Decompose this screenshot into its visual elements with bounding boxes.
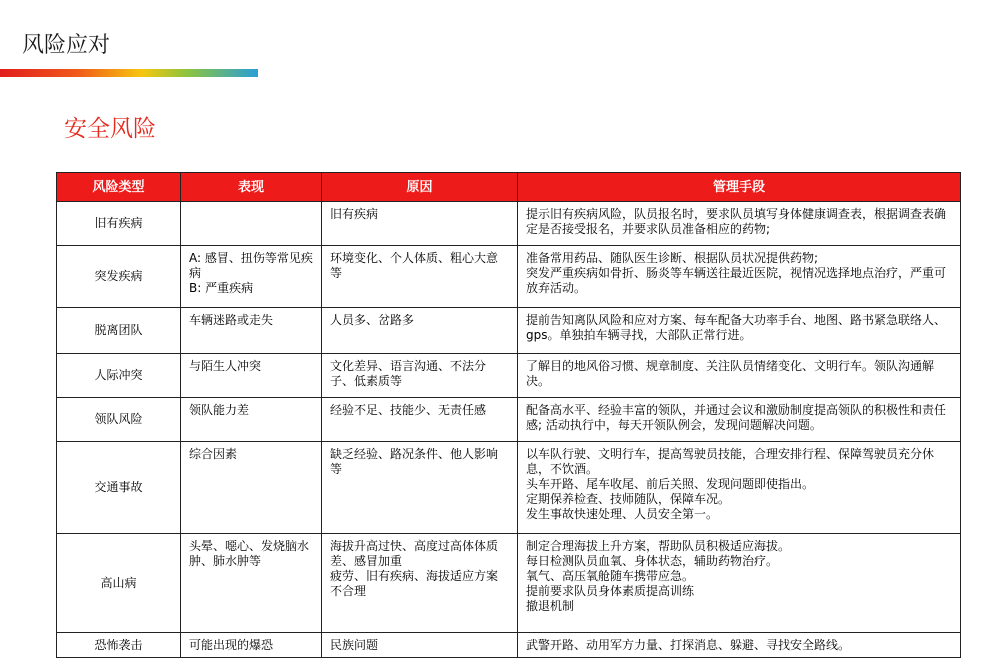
risk-type-cell: 高山病: [57, 534, 181, 633]
measures-cell-line: 定期保养检查、技师随队，保障车况。: [526, 492, 731, 506]
cause-cell: [322, 442, 518, 534]
cause-cell-line: 文化差异、语言沟通、不法分子、低素质等: [330, 359, 487, 388]
measures-cell-line: 提前告知离队风险和应对方案、每车配备大功率手台、地图、路书紧急联络人、gps。单独拍车辆寻找，大部队正常行进。: [526, 313, 947, 342]
measures-cell: [518, 633, 961, 658]
table-row: [57, 633, 961, 658]
measures-cell: [518, 308, 961, 354]
risk-type-cell: 脱离团队: [57, 308, 181, 354]
measures-cell-line: 了解目的地风俗习惯、规章制度、关注队员情绪变化、文明行车。领队沟通解决。: [526, 359, 935, 388]
cause-cell: [322, 246, 518, 308]
cause-cell-line: 缺乏经验、路况条件、他人影响等: [330, 447, 499, 476]
measures-cell-line: 以车队行驶、文明行车，提高驾驶员技能，合理安排行程、保障驾驶员充分休息，不饮酒。: [526, 447, 935, 476]
column-header-type: 风险类型: [57, 173, 181, 202]
title-gradient-bar: [0, 69, 258, 77]
risk-type-cell: 旧有疾病: [57, 202, 181, 246]
column-header-cause: 原因: [322, 173, 518, 202]
measures-cell-line: 头车开路、尾车收尾、前后关照、发现问题即使指出。: [526, 477, 815, 491]
cause-cell-line: 人员多、岔路多: [330, 313, 415, 327]
column-header-measures: 管理手段: [518, 173, 961, 202]
measures-cell-line: 制定合理海拔上升方案，帮助队员积极适应海拔。: [526, 539, 791, 553]
measures-cell: [518, 202, 961, 246]
cause-cell: [322, 534, 518, 633]
page-title: 风险应对: [22, 33, 111, 58]
risk-table: [56, 172, 961, 658]
symptoms-cell: [181, 202, 322, 246]
risk-type-cell: 人际冲突: [57, 354, 181, 398]
symptoms-cell-line: 车辆迷路或走失: [189, 313, 274, 327]
cause-cell: [322, 398, 518, 442]
symptoms-cell: [181, 442, 322, 534]
cause-cell-line: 海拔升高过快、高度过高体体质差、感冒加重: [330, 539, 499, 568]
table-row: [57, 442, 961, 534]
cause-cell-line: 经验不足、技能少、无责任感: [330, 403, 487, 417]
measures-cell-line: 撤退机制: [526, 599, 575, 613]
cause-cell: [322, 202, 518, 246]
cause-cell: [322, 354, 518, 398]
cause-cell-line: 疲劳、旧有疾病、海拔适应方案不合理: [330, 569, 499, 598]
cause-cell-line: 旧有疾病: [330, 207, 379, 221]
measures-cell-line: 氧气、高压氧舱随车携带应急。: [526, 569, 695, 583]
table-row: [57, 398, 961, 442]
table-row: [57, 202, 961, 246]
symptoms-cell: [181, 308, 322, 354]
table-row: [57, 354, 961, 398]
section-title: 安全风险: [64, 116, 156, 142]
measures-cell-line: 准备常用药品、随队医生诊断、根据队员状况提供药物;: [526, 251, 819, 265]
measures-cell-line: 提示旧有疾病风险，队员报名时，要求队员填写身体健康调查表，根据调查表确定是否接受报名，并要求队员准备相应的药物;: [526, 207, 947, 236]
table-row: [57, 308, 961, 354]
measures-cell-line: 武警开路、动用军方力量、打探消息、躲避、寻找安全路线。: [526, 638, 851, 652]
symptoms-cell-line: 领队能力差: [189, 403, 250, 417]
symptoms-cell: [181, 354, 322, 398]
measures-cell: [518, 398, 961, 442]
cause-cell: [322, 633, 518, 658]
symptoms-cell-line: 可能出现的爆恐: [189, 638, 274, 652]
symptoms-cell-line: A: 感冒、扭伤等常见疾病: [189, 251, 313, 280]
symptoms-cell: [181, 534, 322, 633]
symptoms-cell: [181, 246, 322, 308]
measures-cell-line: 提前要求队员身体素质提高训练: [526, 584, 695, 598]
risk-type-cell: 领队风险: [57, 398, 181, 442]
column-header-symptoms: 表现: [181, 173, 322, 202]
risk-type-cell: 交通事故: [57, 442, 181, 534]
measures-cell-line: 突发严重疾病如骨折、肠炎等车辆送往最近医院，视情况选择地点治疗，严重可放弃活动。: [526, 266, 947, 295]
cause-cell-line: 民族问题: [330, 638, 379, 652]
symptoms-cell-line: B: 严重疾病: [189, 281, 254, 295]
table-row: [57, 534, 961, 633]
measures-cell: [518, 534, 961, 633]
measures-cell-line: 每日检测队员血氧、身体状态，辅助药物治疗。: [526, 554, 779, 568]
symptoms-cell: [181, 633, 322, 658]
cause-cell: [322, 308, 518, 354]
measures-cell: [518, 246, 961, 308]
measures-cell-line: 配备高水平、经验丰富的领队，并通过会议和激励制度提高领队的积极性和责任感; 活动执行中，每天开领队例会，发现问题解决问题。: [526, 403, 947, 432]
measures-cell: [518, 354, 961, 398]
symptoms-cell-line: 综合因素: [189, 447, 238, 461]
risk-type-cell: 突发疾病: [57, 246, 181, 308]
cause-cell-line: 环境变化、个人体质、粗心大意等: [330, 251, 499, 280]
table-row: [57, 246, 961, 308]
measures-cell: [518, 442, 961, 534]
symptoms-cell-line: 头晕、噁心、发烧脑水肿、肺水肿等: [189, 539, 310, 568]
risk-type-cell: 恐怖袭击: [57, 633, 181, 658]
symptoms-cell: [181, 398, 322, 442]
table-header-row: [57, 173, 961, 202]
measures-cell-line: 发生事故快速处理、人员安全第一。: [526, 507, 719, 521]
symptoms-cell-line: 与陌生人冲突: [189, 359, 262, 373]
